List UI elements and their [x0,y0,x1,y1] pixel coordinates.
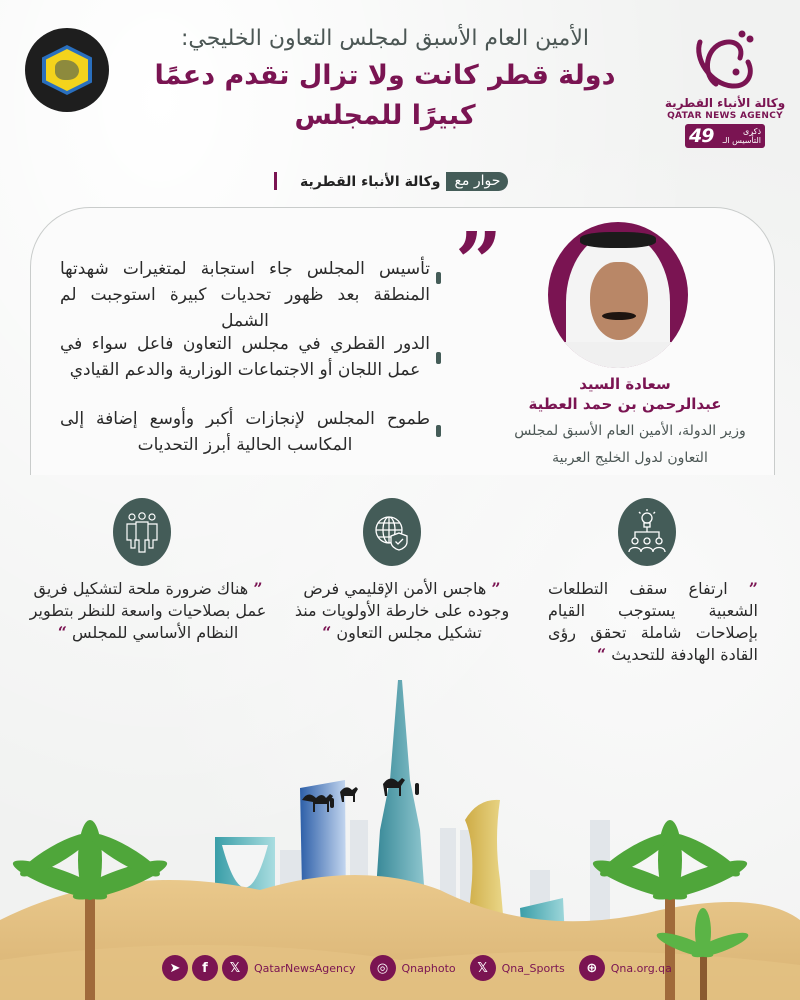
bullet-icon [436,272,441,284]
qna-logo[interactable] [660,28,790,148]
person-portrait [548,222,688,368]
bullet-icon [436,425,441,437]
close-quote-icon: “ [596,645,607,664]
person-role [480,418,780,472]
fact-2-text: هاجس الأمن الإقليمي فرض وجوده على خارطة الأولويات منذ تشكيل مجلس التعاون [294,579,510,642]
qna-emblem-icon [690,28,760,94]
anniversary-number: 49 [689,125,714,147]
anniversary-badge [685,124,765,148]
interview-divider [274,172,277,190]
qna-name-english: QATAR NEWS AGENCY [667,111,783,121]
fact-1 [548,578,758,666]
globe-icon[interactable]: ⊕ [579,955,605,981]
person-role-line2: التعاون لدول الخليج العربية [552,450,708,466]
interview-source: وكالة الأنباء القطرية [300,173,441,190]
social-links [162,955,682,981]
key-point-2: الدور القطري في مجلس التعاون فاعل سواء في عمل اللجان أو الاجتماعات الوزارية والدعم القيادي [60,334,430,380]
close-quote-icon: “ [322,623,332,642]
key-point-1: تأسيس المجلس جاء استجابة لمتغيرات شهدتها المنطقة بعد ظهور تحديات كبيرة استوجبت لم الشمل [60,259,430,331]
qna-name-arabic: وكالة الأنباء القطرية [664,96,786,110]
portrait-face [590,262,648,340]
telegram-icon[interactable]: ➤ [162,955,188,981]
x-icon[interactable]: 𝕏 [470,955,496,981]
open-quote-icon: ” [491,579,501,598]
people-group-icon [113,498,171,566]
globe-shield-icon [363,498,421,566]
instagram-icon[interactable]: ◎ [370,955,396,981]
idea-team-icon [618,498,676,566]
headline-line1: الأمين العام الأسبق لمجلس التعاون الخليجي: [180,26,590,51]
fact-3-text: هناك ضرورة ملحة لتشكيل فريق عمل بصلاحيات واسعة للنظر بتطوير النظام الأساسي للمجلس [29,579,267,642]
headline-line3: كبيرًا للمجلس [294,100,476,131]
headline-line2: دولة قطر كانت ولا تزال تقدم دعمًا [154,60,616,91]
interview-prefix: حوار مع [446,172,508,191]
portrait-agal [580,232,656,248]
quote-mark-icon: ” [455,215,503,311]
x-icon[interactable]: 𝕏 [222,955,248,981]
gcc-emblem-icon [25,28,109,112]
portrait-robe [548,342,688,368]
gcc-hexagon [42,45,92,95]
fact-1-text: ارتفاع سقف التطلعات الشعبية يستوجب القيام بإصلاحات شاملة تحقق رؤى القادة الهادفة للتحديث [548,579,758,664]
fact-2 [282,578,522,644]
person-role-line1: وزير الدولة، الأمين العام الأسبق لمجلس [514,423,746,439]
gcc-hexagon-core [46,49,88,91]
close-quote-icon: “ [57,623,67,642]
website-link[interactable]: Qna.org.qa [610,961,672,975]
key-point-3: طموح المجلس لإنجازات أكبر وأوسع إضافة إلى المكاسب الحالية أبرز التحديات [60,409,430,455]
open-quote-icon: ” [253,579,263,598]
social-handle-qatarnewsagency[interactable]: QatarNewsAgency [254,961,356,975]
anniversary-text-line1: ذكرى [742,127,761,136]
gulf-skyline-illustration [0,680,800,1000]
open-quote-icon: ” [748,579,758,598]
bullet-icon [436,352,441,364]
portrait-mustache [602,312,636,320]
headline [130,22,640,136]
social-handle-qna-sports[interactable]: Qna_Sports [501,961,565,975]
anniversary-text-line2: التأسيس الـ [722,136,761,145]
fact-3 [28,578,268,644]
gulf-map-icon [55,60,79,80]
person-name: عبدالرحمن بن حمد العطية [528,395,722,413]
interview-credit [300,172,508,191]
person-honorific: سعادة السيد [579,375,671,393]
anniversary-text [723,127,761,145]
social-handle-qnaphoto[interactable]: Qnaphoto [401,961,456,975]
facebook-icon[interactable]: f [192,955,218,981]
